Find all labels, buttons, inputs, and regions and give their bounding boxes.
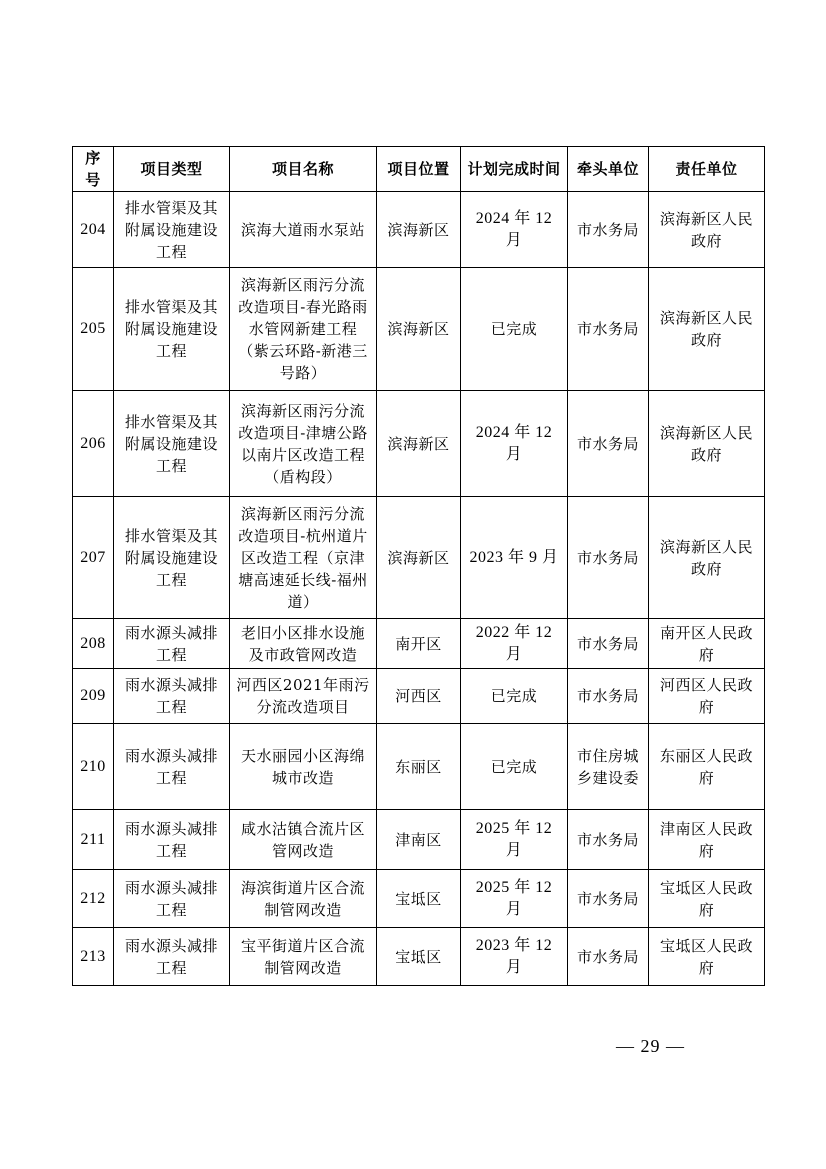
row-lead: 市水务局: [568, 928, 649, 986]
page-number: — 29 —: [616, 1036, 685, 1056]
row-no: 206: [73, 391, 114, 497]
row-name: 滨海新区雨污分流改造项目-杭州道片区改造工程（京津塘高速延长线-福州道）: [230, 497, 377, 619]
row-lead: 市水务局: [568, 619, 649, 669]
row-type: 雨水源头减排工程: [114, 669, 230, 724]
row-lead: 市水务局: [568, 669, 649, 724]
row-location: 滨海新区: [377, 391, 461, 497]
row-lead: 市水务局: [568, 192, 649, 268]
header-name: 项目名称: [230, 147, 377, 192]
row-time: 2022 年 12 月: [461, 619, 568, 669]
row-location: 滨海新区: [377, 497, 461, 619]
header-lead: 牵头单位: [568, 147, 649, 192]
header-resp: 责任单位: [649, 147, 765, 192]
row-location: 南开区: [377, 619, 461, 669]
row-location: 东丽区: [377, 724, 461, 810]
row-time: 已完成: [461, 724, 568, 810]
row-resp: 津南区人民政府: [649, 810, 765, 870]
row-location: 河西区: [377, 669, 461, 724]
row-type: 雨水源头减排工程: [114, 810, 230, 870]
row-resp: 南开区人民政府: [649, 619, 765, 669]
row-name: 滨海新区雨污分流改造项目-津塘公路以南片区改造工程（盾构段）: [230, 391, 377, 497]
table-header-row: [73, 147, 765, 192]
row-no: 204: [73, 192, 114, 268]
row-time: 已完成: [461, 268, 568, 391]
row-type: 排水管渠及其附属设施建设工程: [114, 391, 230, 497]
table-row: [73, 497, 765, 619]
row-name: 宝平街道片区合流制管网改造: [230, 928, 377, 986]
header-location: 项目位置: [377, 147, 461, 192]
row-lead: 市水务局: [568, 497, 649, 619]
row-type: 雨水源头减排工程: [114, 724, 230, 810]
row-name: 河西区2021年雨污分流改造项目: [230, 669, 377, 724]
table-row: [73, 669, 765, 724]
row-name: 滨海新区雨污分流改造项目-春光路雨水管网新建工程（紫云环路-新港三号路）: [230, 268, 377, 391]
row-lead: 市水务局: [568, 810, 649, 870]
row-resp: 宝坻区人民政府: [649, 928, 765, 986]
row-type: 排水管渠及其附属设施建设工程: [114, 497, 230, 619]
row-name: 老旧小区排水设施及市政管网改造: [230, 619, 377, 669]
row-type: 雨水源头减排工程: [114, 928, 230, 986]
table-row: [73, 391, 765, 497]
row-lead: 市住房城乡建设委: [568, 724, 649, 810]
row-resp: 滨海新区人民政府: [649, 497, 765, 619]
row-lead: 市水务局: [568, 268, 649, 391]
row-resp: 东丽区人民政府: [649, 724, 765, 810]
row-no: 210: [73, 724, 114, 810]
row-time: 2025 年 12 月: [461, 810, 568, 870]
row-no: 207: [73, 497, 114, 619]
row-resp: 滨海新区人民政府: [649, 391, 765, 497]
row-lead: 市水务局: [568, 870, 649, 928]
header-no: 序号: [73, 147, 114, 192]
row-lead: 市水务局: [568, 391, 649, 497]
row-no: 208: [73, 619, 114, 669]
row-type: 排水管渠及其附属设施建设工程: [114, 268, 230, 391]
row-name: 天水丽园小区海绵城市改造: [230, 724, 377, 810]
table-row: [73, 268, 765, 391]
row-resp: 滨海新区人民政府: [649, 192, 765, 268]
row-type: 排水管渠及其附属设施建设工程: [114, 192, 230, 268]
row-time: 2023 年 9 月: [461, 497, 568, 619]
row-time: 已完成: [461, 669, 568, 724]
table-row: [73, 192, 765, 268]
row-name: 咸水沽镇合流片区管网改造: [230, 810, 377, 870]
row-name: 滨海大道雨水泵站: [230, 192, 377, 268]
row-type: 雨水源头减排工程: [114, 619, 230, 669]
row-name: 海滨街道片区合流制管网改造: [230, 870, 377, 928]
table-row: [73, 724, 765, 810]
project-table: [72, 146, 765, 986]
row-location: 宝坻区: [377, 870, 461, 928]
row-no: 212: [73, 870, 114, 928]
row-time: 2025 年 12 月: [461, 870, 568, 928]
row-no: 211: [73, 810, 114, 870]
header-type: 项目类型: [114, 147, 230, 192]
row-location: 滨海新区: [377, 192, 461, 268]
table-row: [73, 810, 765, 870]
row-time: 2023 年 12 月: [461, 928, 568, 986]
table-row: [73, 928, 765, 986]
row-time: 2024 年 12 月: [461, 192, 568, 268]
row-no: 205: [73, 268, 114, 391]
row-resp: 滨海新区人民政府: [649, 268, 765, 391]
row-resp: 宝坻区人民政府: [649, 870, 765, 928]
table-row: [73, 870, 765, 928]
row-type: 雨水源头减排工程: [114, 870, 230, 928]
row-time: 2024 年 12 月: [461, 391, 568, 497]
row-location: 宝坻区: [377, 928, 461, 986]
table-row: [73, 619, 765, 669]
row-no: 213: [73, 928, 114, 986]
row-resp: 河西区人民政府: [649, 669, 765, 724]
row-location: 津南区: [377, 810, 461, 870]
header-time: 计划完成时间: [461, 147, 568, 192]
row-location: 滨海新区: [377, 268, 461, 391]
row-no: 209: [73, 669, 114, 724]
